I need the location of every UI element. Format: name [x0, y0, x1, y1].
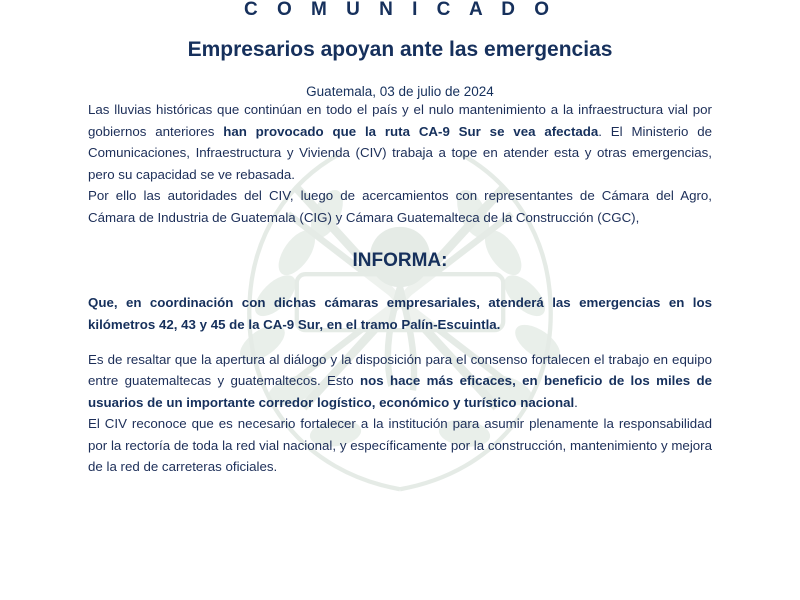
- paragraph-1-emphasis: han provocado que la ruta CA-9 Sur se vea afectada: [223, 123, 599, 139]
- paragraph-1-part-b: . El Ministerio de Comunicaciones, Infraestructura y Vivienda (CIV) trabaja a tope en atender esta y otras emergencias, pero su capacidad se ve rebasada.: [88, 123, 712, 182]
- declaration-paragraph: Que, en coordinación con dichas cámaras empresariales, atenderá las emergencias en los kilómetros 42, 43 y 45 de la CA-9 Sur, en el tramo Palín-Escuintla.: [88, 295, 712, 332]
- paragraph-3: [88, 349, 712, 414]
- informa-heading: INFORMA:: [352, 250, 448, 272]
- paragraph-2: Por ello las autoridades del CIV, luego de acercamientos con representantes de Cámara del Agro, Cámara de Industria de Guatemala (CIG) y Cámara Guatemalteca de la Construcción (CGC),: [88, 188, 712, 225]
- paragraph-4: El CIV reconoce que es necesario fortalecer a la institución para asumir plenamente la responsabilidad por la rectoría de toda la red vial nacional, y específicamente por la construcción, mantenimiento y mejora de la red de carreteras oficiales.: [88, 416, 712, 475]
- paragraph-3-emphasis: nos hace más eficaces, en beneficio de los miles de usuarios de un importante corredor logístico, económico y turístico nacional: [88, 373, 712, 410]
- paragraph-1: [88, 99, 712, 185]
- paragraph-1-part-a: Las lluvias históricas que continúan en todo el país y el nulo mantenimiento a la infraestructura vial por gobiernos anteriores: [88, 102, 712, 139]
- page-title: Empresarios apoyan ante las emergencias: [187, 38, 613, 61]
- dateline: Guatemala, 03 de julio de 2024: [306, 84, 494, 99]
- paragraph-3-part-a: Es de resaltar que la apertura al diálogo y la disposición para el consenso fortalecen el trabajo en equipo entre guatemaltecas y guatemaltecos. Esto: [88, 351, 712, 389]
- document-kicker: C O M U N I C A D O: [243, 0, 557, 20]
- paragraph-3-part-b: .: [574, 394, 578, 410]
